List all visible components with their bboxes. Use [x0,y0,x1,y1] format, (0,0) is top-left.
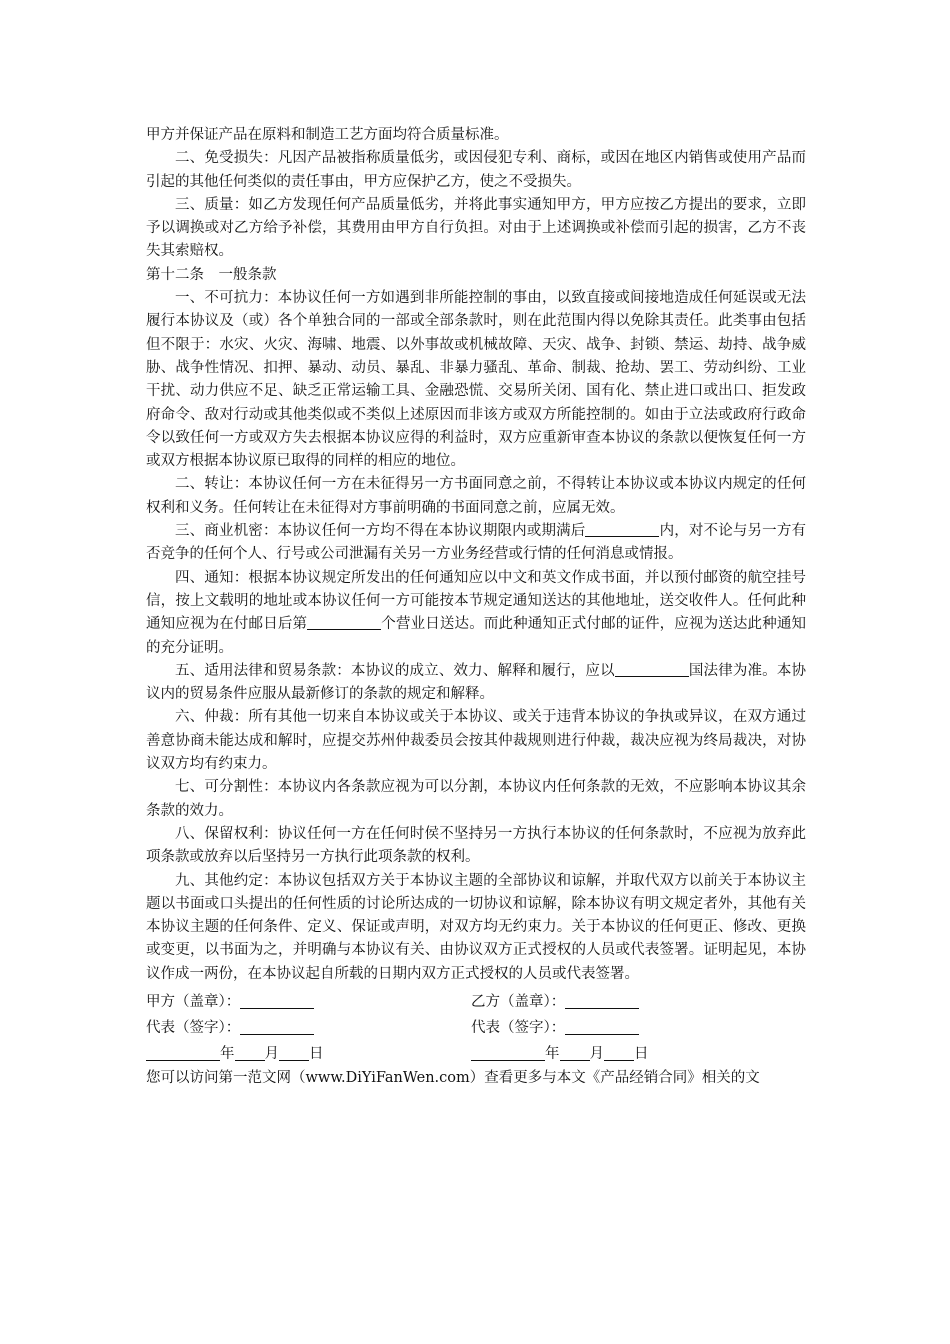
law-text-b: 国法律为准。本协议内的贸易条件应服从最新修订的条款的规定和解释。 [146,662,806,703]
seal-row [146,988,806,1014]
date-row [146,1040,806,1066]
year-label: 年 [545,1046,560,1063]
rep-a-blank [240,1019,314,1035]
paragraph-severability: 七、可分割性：本协议内各条款应视为可以分割，本协议内任何条款的无效，不应影响本协议其余条款的效力。 [146,779,806,819]
month-blank [560,1045,590,1061]
confidentiality-text-b: 内，对不论与另一方有否竞争的任何个人、行号或公司泄漏有关另一方业务经营或行情的任何消息或情报。 [146,523,807,563]
party-a-seal-blank [240,993,314,1009]
rep-b-label: 代表（签字）： [471,1020,566,1037]
paragraph-force-majeure: 一、不可抗力：本协议任何一方如遇到非所能控制的事由，以致直接或间接地造成任何延误或无法履行本协议及（或）各个单独合同的一部或全部条款时，则在此范围内得以免除其责任。此类事由包括但不限于：水灾、火灾、海啸、地震、以外事故或机械故障、天灾、战争、封锁、禁运、劫持、战争威胁、战争性情况、扣押、暴动、动员、暴乱、非暴力骚乱、革命、制裁、抢劫、罢工、劳动纠纷、工业干扰、动力供应不足、缺乏正常运输工具、金融恐慌、交易所关闭、国有化、禁止进口或出口、拒发政府命令、敌对行动或其他类似或不类似上述原因而非该方或双方所能控制的。如由于立法或政府行政命令以致任何一方或双方失去根据本协议应得的利益时，双方应重新审查本协议的条款以便恢复任何一方或双方根据本协议原已取得的同样的相应的地位。 [146,290,806,470]
notice-text-a: 四、通知：根据本协议规定所发出的任何通知应以中文和英文作成书面，并以预付邮资的航空挂号信，按上文载明的地址或本协议任何一方可能按本节规定通知送达的其他地址，送交收件人。任何此种通知应视为在付邮日后第 [146,569,806,633]
party-a-seal-label: 甲方（盖章）： [146,994,241,1011]
year-label: 年 [220,1046,235,1063]
paragraph-quality-standard: 甲方并保证产品在原料和制造工艺方面均符合质量标准。 [146,127,509,143]
paragraph-notice [146,567,806,660]
date-b [471,1042,796,1063]
rep-a-label: 代表（签字）： [146,1020,241,1037]
article-12-heading: 第十二条 一般条款 [146,266,277,283]
party-b-seal-blank [565,993,639,1009]
day-label: 日 [634,1046,649,1063]
day-blank [279,1045,309,1061]
fill-blank [585,521,659,537]
contract-body [146,124,806,986]
law-text-a: 五、适用法律和贸易条款：本协议的成立、效力、解释和履行，应以 [175,662,615,679]
notice-text-b: 个营业日送达。而此种通知正式付邮的证件，应视为送达此种通知的充分证明。 [146,616,807,656]
paragraph-waiver: 八、保留权利：协议任何一方在任何时侯不坚持另一方执行本协议的任何条款时，不应视为放弃此项条款或放弃以后坚持另一方执行此项条款的权利。 [146,825,806,866]
fill-blank [615,661,689,677]
paragraph-arbitration: 六、仲裁：所有其他一切来自本协议或关于本协议、或关于违背本协议的争执或异议，在双方通过善意协商未能达成和解时，应提交苏州仲裁委员会按其仲裁规则进行仲裁，裁决应视为终局裁决，对协议双方均有约束力。 [146,709,806,773]
day-blank [604,1045,634,1061]
confidentiality-text-a: 三、商业机密：本协议任何一方均不得在本协议期限内或期满后 [175,523,586,540]
rep-b-blank [565,1019,639,1035]
paragraph-entire-agreement: 九、其他约定：本协议包括双方关于本协议主题的全部协议和谅解，并取代双方以前关于本协议主题以书面或口头提出的任何性质的讨论所达成的一切协议和谅解，除本协议有明文规定者外，其他有关本协议主题的任何条件、定义、保证或声明，对双方均无约束力。关于本协议的任何更正、修改、更换或变更，以书面为之，并明确与本协议有关、由协议双方正式授权的人员或代表签署。证明起见，本协议作成一两份，在本协议起自所载的日期内双方正式授权的人员或代表签署。 [146,872,806,982]
representative-row [146,1014,806,1040]
year-blank [146,1045,220,1061]
footer-link-text[interactable]: 您可以访问第一范文网（www.DiYiFanWen.com）查看更多与本文《产品经销合同》相关的文 [146,1069,760,1086]
signature-block [146,988,806,1066]
year-blank [471,1045,545,1061]
paragraph-indemnity: 二、免受损失：凡因产品被指称质量低劣，或因侵犯专利、商标，或因在地区内销售或使用产品而引起的其他任何类似的责任事由，甲方应保护乙方，使之不受损失。 [146,150,806,190]
paragraph-quality: 三、质量：如乙方发现任何产品质量低劣，并将此事实通知甲方，甲方应按乙方提出的要求，立即予以调换或对乙方给予补偿，其费用由甲方自行负担。对由于上述调换或补偿而引起的损害，乙方不丧失其索赔权。 [146,196,806,260]
month-label: 月 [589,1046,604,1063]
date-a [146,1042,471,1063]
fill-blank [307,614,381,630]
party-b-seal-label: 乙方（盖章）： [471,994,566,1011]
month-blank [235,1045,265,1061]
month-label: 月 [264,1046,279,1063]
day-label: 日 [309,1046,324,1063]
paragraph-governing-law [146,660,806,707]
paragraph-confidentiality [146,520,806,567]
paragraph-assignment: 二、转让：本协议任何一方在未征得另一方书面同意之前，不得转让本协议或本协议内规定的任何权利和义务。任何转让在未征得对方事前明确的书面同意之前，应属无效。 [146,476,806,516]
